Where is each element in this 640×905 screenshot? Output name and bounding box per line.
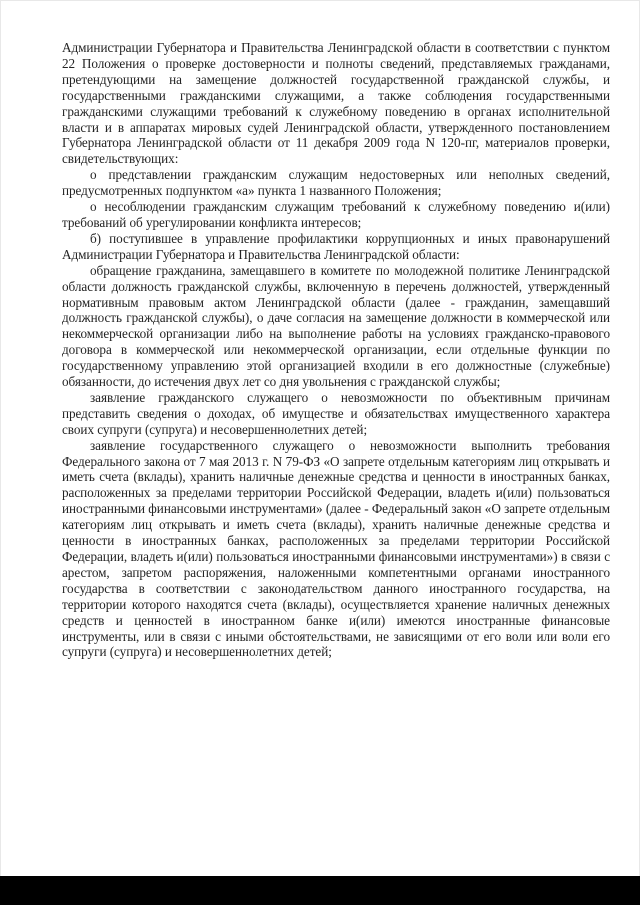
paragraph-income-statement: заявление гражданского служащего о невозможности по объективным причинам представить сведения о доходах, об имуществе и обязательствах имущественного характера своих супруги (супруга) и несовершеннолетних детей;	[62, 389, 610, 437]
paragraph-item-b: б) поступившее в управление профилактики коррупционных и иных правонарушений Администрации Губернатора и Правительства Ленинградской области:	[62, 230, 610, 262]
document-body	[62, 40, 610, 660]
paragraph-conduct-violation: о несоблюдении гражданским служащим требований к служебному поведению и(или) требований об урегулировании конфликта интересов;	[62, 199, 610, 230]
paragraph-continuation: Администрации Губернатора и Правительства Ленинградской области в соответствии с пунктом 22 Положения о проверке достоверности и полноты сведений, представляемых гражданами, претендующими на замещение должностей государственной гражданской службы, и государственными гражданскими служащими, а также соблюдения государственными гражданскими служащими требований к служебному поведению в органах исполнительной власти и в аппаратах мировых судей Ленинградской области, утвержденного постановлением Губернатора Ленинградской области от 11 декабря 2009 года N 120-пг, материалов проверки, свидетельствующих:	[62, 40, 610, 167]
paragraph-false-information: о представлении гражданским служащим недостоверных или неполных сведений, предусмотренных подпунктом «а» пункта 1 названного Положения;	[62, 167, 610, 199]
paragraph-foreign-accounts: заявление государственного служащего о невозможности выполнить требования Федерального закона от 7 мая 2013 г. N 79-ФЗ «О запрете отдельным категориям лиц открывать и иметь счета (вклады), хранить наличные денежные средства и ценности в иностранных банках, расположенных за пределами территории Российской Федерации, владеть и(или) пользоваться иностранными финансовыми инструментами» (далее - Федеральный закон «О запрете отдельным категориям лиц открывать и иметь счета (вклады), хранить наличные денежные средства и ценности в иностранных банках, расположенных за пределами территории Российской Федерации, владеть и(или) пользоваться иностранными финансовыми инструментами») в связи с арестом, запретом распоряжения, наложенными компетентными органами иностранного государства в соответствии с законодательством данного иностранного государства, на территории которого находятся счета (вклады), осуществляется хранение наличных денежных средств и ценностей в иностранном банке и(или) имеются иностранные финансовые инструменты, или в связи с иными обстоятельствами, не зависящими от его воли или воли его супруги (супруга) и несовершеннолетних детей;	[62, 437, 610, 660]
scan-bottom-border	[0, 876, 640, 905]
paragraph-citizen-appeal: обращение гражданина, замещавшего в комитете по молодежной политике Ленинградской области должность гражданской службы, включенную в перечень должностей, утвержденный нормативным правовым актом Ленинградской области (далее - гражданин, замещавший должность гражданской службы), о даче согласия на замещение должности в коммерческой или некоммерческой организации либо на выполнение работы на условиях гражданско-правового договора в коммерческой или некоммерческой организации, если отдельные функции по государственному управлению этой организацией входили в его должностные (служебные) обязанности, до истечения двух лет со дня увольнения с гражданской службы;	[62, 262, 610, 390]
